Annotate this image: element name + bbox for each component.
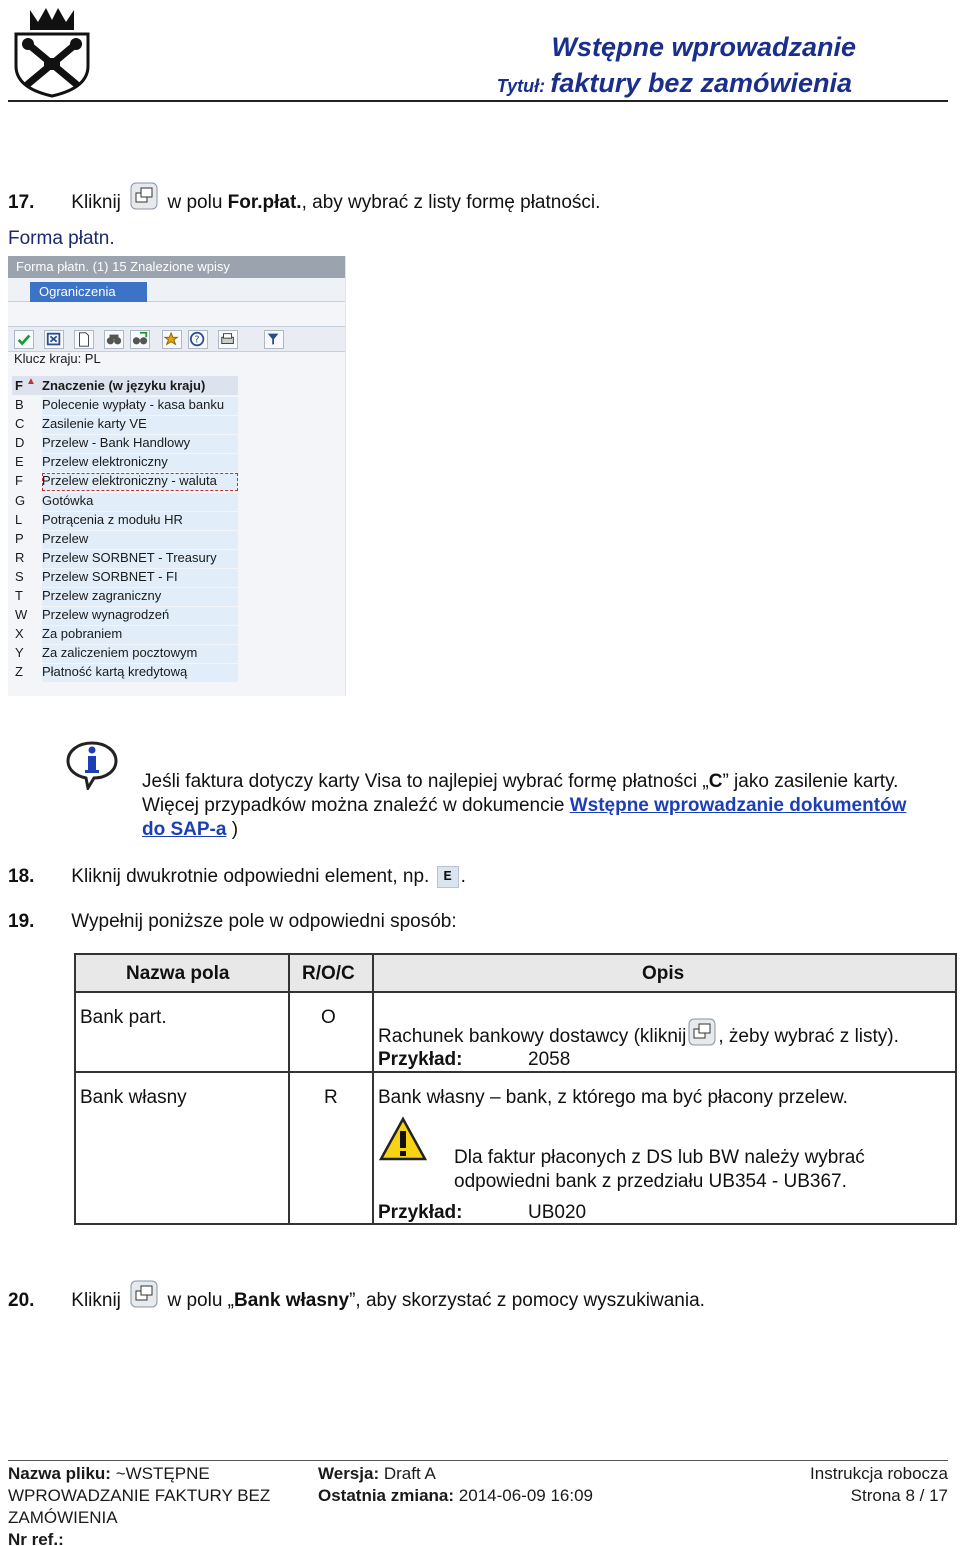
payment-method-description: Przelew SORBNET - Treasury — [42, 550, 238, 568]
list-item[interactable] — [12, 471, 238, 490]
row1-field-name: Bank part. — [80, 1007, 167, 1028]
list-entry-e[interactable]: E — [437, 866, 459, 888]
document-type: Instrukcja robocza — [810, 1464, 948, 1483]
list-item[interactable] — [12, 643, 238, 662]
payment-method-key: S — [15, 568, 24, 584]
payment-method-description: Przelew — [42, 531, 238, 549]
possible-entries-icon[interactable] — [130, 182, 158, 210]
payment-method-key: F — [15, 473, 23, 489]
payment-method-description: Płatność kartą kredytową — [42, 664, 238, 682]
find-next-icon[interactable] — [130, 330, 150, 349]
last-change-label: Ostatnia zmiana: — [318, 1486, 455, 1505]
list-header — [12, 376, 238, 395]
payment-method-key: E — [15, 454, 24, 470]
row2-warning-line1: Dla faktur płaconych z DS lub BW należy wybrać — [454, 1147, 865, 1168]
version-value: Draft A — [383, 1464, 436, 1483]
column-divider — [288, 955, 290, 1223]
reference-label: Nr ref.: — [8, 1530, 64, 1546]
payment-method-key: G — [15, 492, 26, 508]
step-20 — [8, 1280, 705, 1312]
row2-description: Bank własny – bank, z którego ma być płacony przelew. — [378, 1087, 848, 1108]
tab-restrictions[interactable]: Ograniczenia — [30, 282, 147, 302]
column-divider — [372, 955, 374, 1223]
step-text: , aby wybrać z listy formę płatności. — [301, 192, 601, 213]
print-icon[interactable] — [218, 330, 238, 349]
payment-method-key: Z — [15, 664, 23, 680]
file-name-value: WPROWADZANIE FAKTURY BEZ — [8, 1486, 271, 1505]
find-icon[interactable] — [104, 330, 124, 349]
document-link[interactable]: Wstępne wprowadzanie dokumentów do SAP-a — [142, 795, 907, 840]
header-subtitle — [497, 68, 852, 99]
list-item[interactable] — [12, 452, 238, 471]
payment-method-description: Przelew wynagrodzeń — [42, 607, 238, 625]
step-number: 20. — [8, 1290, 35, 1311]
file-name-value: ZAMÓWIENIA — [8, 1508, 118, 1527]
step-text: Kliknij dwukrotnie odpowiedni element, np. — [71, 866, 430, 887]
version-label: Wersja: — [318, 1464, 380, 1483]
info-note — [142, 770, 932, 842]
note-text: ” jako zasilenie karty. Więcej przypadków można znaleźć w dokumencie — [142, 771, 899, 816]
payment-method-key: B — [15, 397, 24, 412]
row-divider — [76, 1071, 955, 1073]
footer-divider — [8, 1460, 948, 1461]
file-name-label: Nazwa pliku: — [8, 1464, 111, 1483]
row2-example-value: UB020 — [528, 1202, 587, 1223]
step-19 — [8, 911, 457, 933]
sort-up-icon: ▲ — [26, 376, 36, 387]
note-text: Jeśli faktura dotyczy karty Visa to najlepiej wybrać formę płatności „ — [142, 771, 709, 792]
header-description: Opis — [642, 963, 685, 984]
filter-icon[interactable] — [264, 330, 284, 349]
row1-example-value: 2058 — [528, 1049, 571, 1070]
warning-icon — [378, 1115, 428, 1165]
page-number: Strona 8 / 17 — [850, 1486, 948, 1505]
row2-roc: R — [324, 1087, 338, 1108]
sap-value-list-popup — [8, 256, 346, 696]
header-title-label: Tytuł: — [496, 76, 546, 96]
step-text: w polu „ — [167, 1290, 234, 1311]
header-field-name: Nazwa pola — [126, 963, 230, 984]
list-item[interactable] — [12, 605, 238, 624]
coat-of-arms-logo — [8, 4, 96, 98]
cancel-icon[interactable] — [44, 330, 64, 349]
list-item[interactable] — [12, 433, 238, 452]
country-key-label: Klucz kraju: PL — [14, 351, 101, 366]
row2-warning-line2: odpowiedni bank z przedziału UB354 - UB367. — [454, 1171, 847, 1192]
step-number: 19. — [8, 911, 35, 932]
payment-method-description: Potrącenia z modułu HR — [42, 512, 238, 530]
list-item[interactable] — [12, 586, 238, 605]
step-text: ”, aby skorzystać z pomocy wyszukiwania. — [349, 1290, 705, 1311]
possible-entries-icon[interactable] — [688, 1018, 716, 1046]
column-description-header[interactable]: Znaczenie (w języku kraju) — [42, 378, 206, 393]
list-item[interactable] — [12, 491, 238, 510]
header-title: Wstępne wprowadzanie — [551, 32, 856, 62]
list-item[interactable] — [12, 567, 238, 586]
row1-description — [378, 1018, 899, 1048]
step-text: . — [460, 866, 466, 887]
list-item[interactable] — [12, 548, 238, 567]
footer-doc-info — [810, 1463, 948, 1507]
step-number: 17. — [8, 192, 35, 213]
step-text: Kliknij — [71, 1290, 121, 1311]
field-table — [74, 953, 957, 1225]
confirm-icon[interactable] — [14, 330, 34, 349]
header-roc: R/O/C — [302, 963, 355, 984]
payment-method-key: L — [15, 511, 23, 527]
favorites-icon[interactable] — [162, 330, 182, 349]
file-name-value: ~WSTĘPNE — [115, 1464, 210, 1483]
step-text: w polu — [167, 192, 223, 213]
step-number: 18. — [8, 866, 35, 887]
popup-title: Forma płatn. (1) 15 Znalezione wpisy — [8, 256, 346, 278]
list-item[interactable] — [12, 414, 238, 433]
last-change-value: 2014-06-09 16:09 — [458, 1486, 594, 1505]
footer-file-info — [8, 1463, 308, 1546]
payment-method-key: X — [15, 626, 24, 642]
payment-method-description: Przelew elektroniczny — [42, 454, 238, 472]
payment-method-key: Y — [15, 645, 24, 661]
payment-method-description: Gotówka — [42, 493, 238, 511]
step-text: Wypełnij poniższe pole w odpowiedni sposób: — [71, 911, 457, 932]
note-text: ) — [226, 819, 239, 840]
payment-method-key: P — [15, 530, 24, 546]
list-item[interactable] — [12, 395, 238, 414]
help-icon[interactable] — [188, 330, 208, 349]
column-key-header[interactable]: F — [15, 378, 23, 393]
step-17 — [8, 182, 600, 214]
list-item[interactable] — [12, 529, 238, 548]
description-text: Rachunek bankowy dostawcy (kliknij — [378, 1026, 687, 1047]
payment-method-description: Przelew elektroniczny - waluta — [42, 473, 238, 491]
popup-tab-row — [8, 278, 346, 302]
field-name: For.płat. — [227, 192, 302, 213]
payment-method-description: Za zaliczeniem pocztowym — [42, 645, 238, 663]
payment-method-key: D — [15, 435, 25, 451]
header-divider — [8, 100, 948, 102]
payment-method-description: Polecenie wypłaty - kasa banku — [42, 397, 238, 415]
row1-roc: O — [321, 1007, 336, 1028]
section-label: Forma płatn. — [8, 228, 115, 249]
payment-method-description: Za pobraniem — [42, 626, 238, 644]
list-item[interactable] — [12, 624, 238, 643]
payment-method-description: Przelew zagraniczny — [42, 588, 238, 606]
footer-version-info — [318, 1463, 648, 1507]
step-text: Kliknij — [71, 192, 121, 213]
row1-example-label: Przykład: — [378, 1049, 463, 1070]
info-icon — [66, 740, 118, 790]
list-item[interactable] — [12, 662, 238, 681]
list-item[interactable] — [12, 510, 238, 529]
header-title-value: faktury bez zamówienia — [550, 68, 852, 98]
possible-entries-icon[interactable] — [130, 1280, 158, 1308]
new-document-icon[interactable] — [74, 330, 94, 349]
payment-method-description: Przelew - Bank Handlowy — [42, 435, 238, 453]
payment-method-key: W — [15, 607, 28, 623]
payment-method-key: C — [15, 416, 25, 432]
payment-code: C — [708, 771, 723, 792]
payment-method-description: Zasilenie karty VE — [42, 416, 238, 434]
payment-method-description: Przelew SORBNET - FI — [42, 569, 238, 587]
row2-example-label: Przykład: — [378, 1202, 463, 1223]
svg-text:?: ? — [194, 334, 200, 346]
popup-toolbar — [8, 326, 346, 352]
description-text: , żeby wybrać z listy). — [718, 1026, 899, 1047]
field-name: Bank własny — [234, 1290, 350, 1311]
payment-method-key: R — [15, 549, 25, 565]
row2-field-name: Bank własny — [80, 1087, 187, 1108]
payment-method-key: T — [15, 588, 23, 603]
step-18 — [8, 866, 466, 888]
